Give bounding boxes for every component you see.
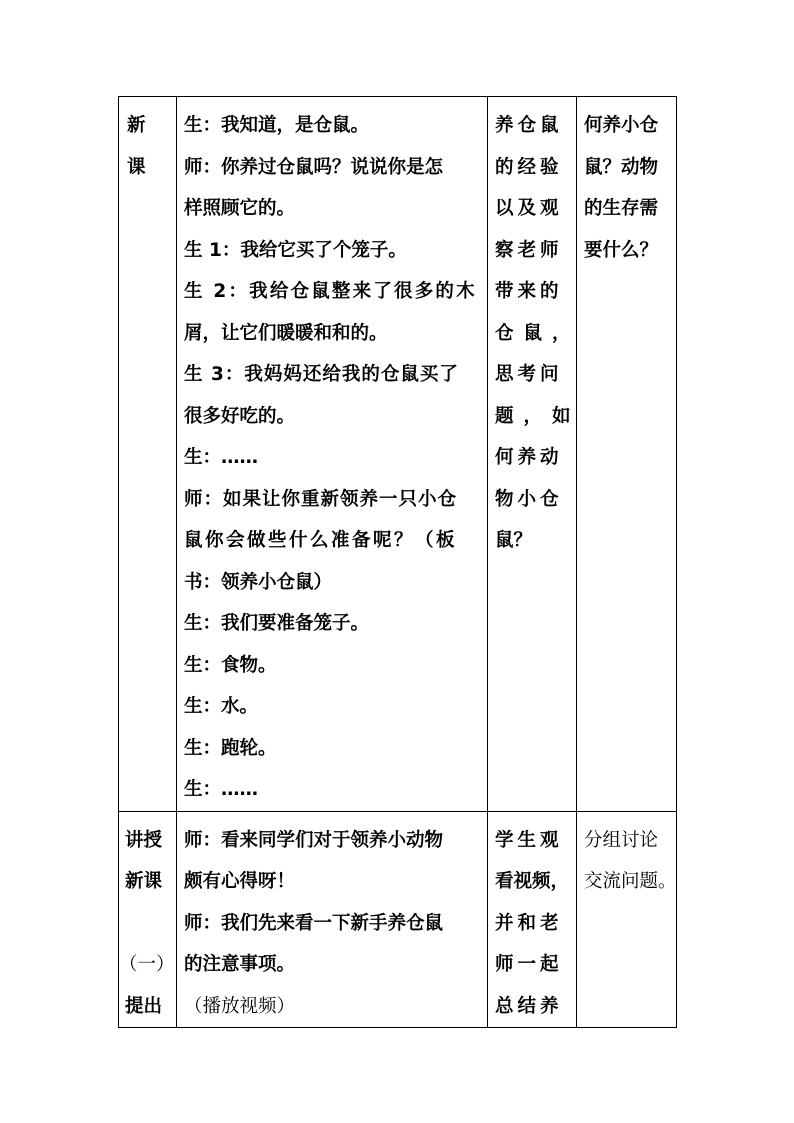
lesson-plan-table	[118, 96, 677, 1028]
dialogue-line: 生 2：我给仓鼠整来了很多的木	[184, 281, 477, 302]
stage-text: （一）	[119, 954, 175, 975]
stage-text: 提出	[125, 995, 163, 1017]
dialogue-line: 书：领养小仓鼠）	[184, 571, 333, 593]
activity-line: 看视频，	[495, 871, 570, 892]
dialogue-line: 屑，让它们暖暖和和的。	[184, 322, 388, 344]
activity-line: 何养动	[495, 447, 563, 468]
activity-line: 以及观	[495, 198, 563, 219]
table-row	[119, 97, 677, 812]
activity-line: 带来的	[495, 281, 563, 302]
dialogue-line: 生 3：我妈妈还给我的仓鼠买了	[184, 364, 459, 385]
table-row	[119, 811, 677, 1028]
activity-line: 物小仓	[495, 488, 563, 510]
teacher-student-cell	[177, 811, 488, 1028]
stage-text: 课	[127, 156, 146, 178]
activity-line: 思考问	[495, 364, 563, 385]
intent-line: 的生存需	[584, 198, 659, 219]
activity-line: 题，如	[495, 405, 581, 427]
intent-line: 鼠？动物	[584, 156, 659, 178]
activity-line: 学生观	[495, 829, 563, 851]
dialogue-line: 颇有心得呀！	[184, 871, 296, 892]
dialogue-line: 生：我知道，是仓鼠。	[184, 115, 370, 136]
dialogue-line: 师：我们先来看一下新手养仓鼠	[184, 912, 444, 934]
dialogue-line: 生：……	[184, 447, 259, 468]
teacher-student-cell	[177, 97, 488, 812]
activity-line: 的经验	[495, 156, 563, 178]
dialogue-line: 生 1：我给它买了个笼子。	[184, 239, 407, 261]
design-intent-cell	[577, 97, 677, 812]
intent-line: 何养小仓	[584, 115, 659, 136]
dialogue-line: 生：我们要准备笼子。	[184, 613, 370, 634]
stage-cell	[119, 97, 177, 812]
intent-line: 交流问题。	[584, 871, 677, 892]
stage-text: 新课	[125, 871, 163, 892]
stage-text: 讲授	[125, 829, 163, 851]
activity-line: 察老师	[495, 239, 563, 261]
dialogue-line: 很多好吃的。	[184, 405, 296, 427]
activity-line: 养仓鼠	[495, 115, 563, 136]
stage-cell	[119, 811, 177, 1028]
dialogue-line: 师：如果让你重新领养一只小仓	[184, 488, 458, 510]
stage-text: 新	[127, 115, 146, 136]
dialogue-line: 生：跑轮。	[184, 737, 277, 759]
activity-line: 师一起	[495, 954, 563, 975]
activity-line: 并和老	[495, 912, 563, 934]
activity-line: 仓鼠，	[495, 322, 581, 344]
design-intent-cell	[577, 811, 677, 1028]
dialogue-line: 生：水。	[184, 696, 259, 717]
intent-line: 分组讨论	[584, 829, 659, 851]
student-activity-cell	[488, 811, 577, 1028]
intent-line: 要什么？	[584, 239, 659, 261]
dialogue-line: 鼠你会做些什么准备呢？（板	[184, 530, 458, 551]
dialogue-line: 样照顾它的。	[184, 198, 296, 219]
dialogue-line: 师：你养过仓鼠吗？说说你是怎	[184, 156, 444, 178]
stage-text	[124, 903, 170, 945]
activity-line: 总结养	[495, 995, 563, 1017]
dialogue-line: （播放视频）	[184, 995, 296, 1017]
dialogue-line: 生：……	[184, 779, 259, 800]
dialogue-line: 师：看来同学们对于领养小动物	[184, 829, 444, 851]
dialogue-line: 的注意事项。	[184, 954, 296, 975]
dialogue-line: 生：食物。	[184, 654, 277, 676]
student-activity-cell	[488, 97, 581, 812]
activity-line: 鼠？	[495, 530, 533, 551]
